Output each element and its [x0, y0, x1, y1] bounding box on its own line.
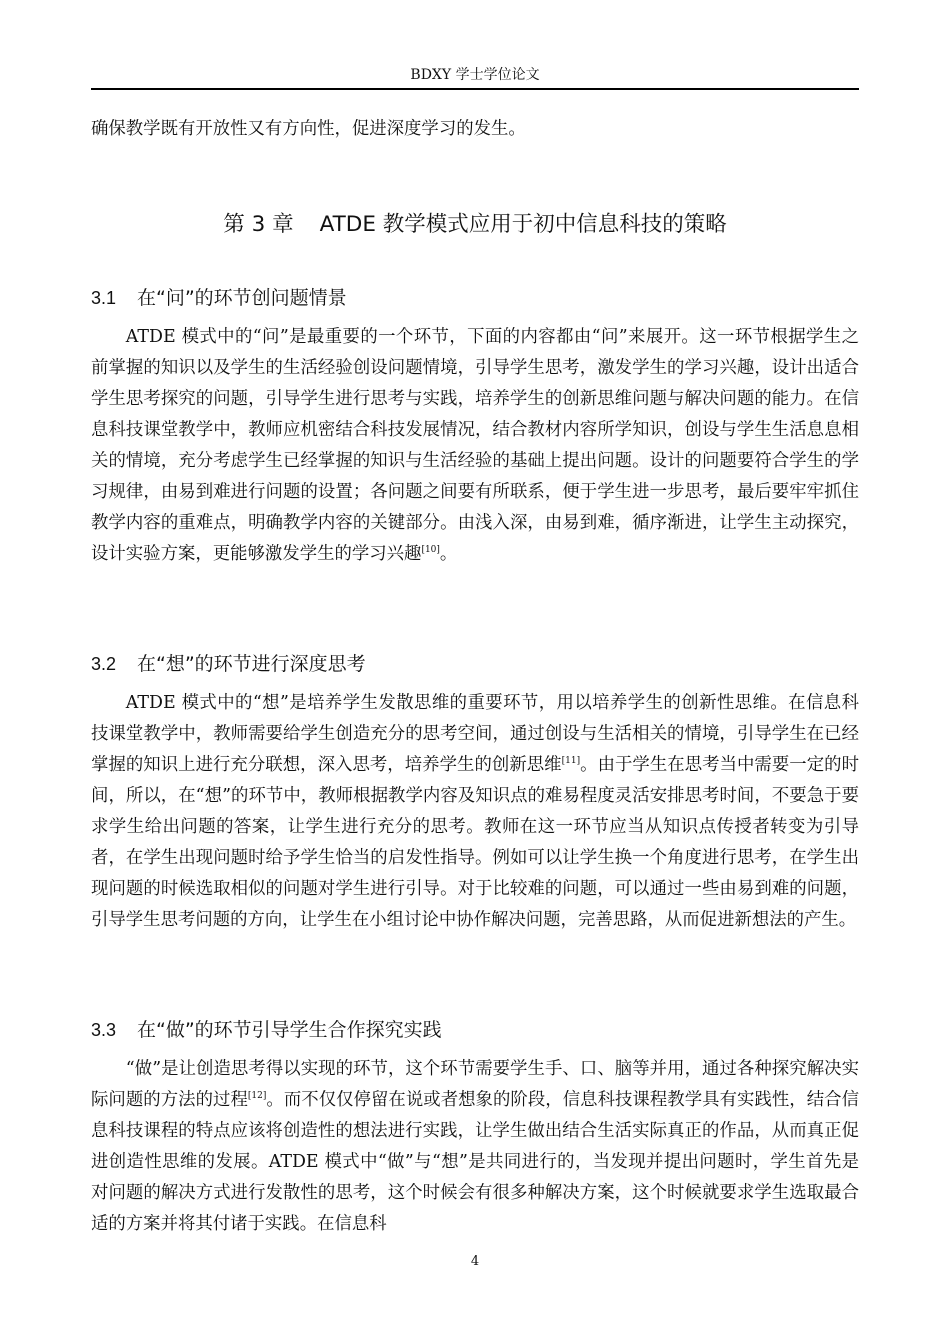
paragraph-text: “做”是让创造思考得以实现的环节，这个环节需要学生手、口、脑等并用，通过各种探究解决实际问题的方法的过程	[91, 1059, 859, 1110]
section-title: 在“想”的环节进行深度思考	[137, 653, 366, 675]
running-header: BDXY 学士学位论文	[410, 67, 540, 83]
paragraph-text: ATDE 模式中的“问”是最重要的一个环节，下面的内容都由“问”来展开。这一环节根据学生之前掌握的知识以及学生的生活经验创设问题情境，引导学生思考，激发学生的学习兴趣，设计出适合学生思考探究的问题，引导学生进行思考与实践，培养学生的创新思维问题与解决问题的能力。在信息科技课堂教学中，教师应机密结合科技发展情况，结合教材内容所学知识，创设与学生生活息息相关的情境，充分考虑学生已经掌握的知识与生活经验的基础上提出问题。设计的问题要符合学生的学习规律，由易到难进行问题的设置；各问题之间要有所联系，便于学生进一步思考，最后要牢牢抓住教学内容的重难点，明确教学内容的关键部分。由浅入深，由易到难，循序渐进，让学生主动探究，设计实验方案，更能够激发学生的学习兴趣	[91, 327, 859, 564]
section-heading-3-3	[91, 1017, 859, 1043]
paragraph-text-end: 。	[439, 544, 458, 564]
header-rule	[91, 88, 859, 90]
paragraph-text-end: 。而不仅仅停留在说或者想象的阶段，信息科技课程教学具有实践性，结合信息科技课程的特点应该将创造性的想法进行实践，让学生做出结合生活实际真正的作品，从而真正促进创造性思维的发展。ATDE 模式中“做”与“想”是共同进行的，当发现并提出问题时，学生首先是对问题的解决方式进行发散性的思考，这个时候会有很多种解决方案，这个时候就要求学生选取最合适的方案并将其付诸于实践。在信息科	[91, 1090, 859, 1234]
citation-ref: [11]	[561, 756, 581, 766]
page-number: 4	[470, 1254, 480, 1269]
section-paragraph-3-3	[91, 1054, 859, 1240]
section-paragraph-3-2	[91, 688, 859, 936]
intro-line: 确保教学既有开放性又有方向性，促进深度学习的发生。	[91, 119, 526, 139]
paragraph-text: ATDE 模式中的“想”是培养学生发散思维的重要环节，用以培养学生的创新性思维。在信息科技课堂教学中，教师需要给学生创造充分的思考空间，通过创设与生活相关的情境，引导学生在已经掌握的知识上进行充分联想，深入思考，培养学生的创新思维	[91, 693, 859, 775]
citation-ref: [12]	[247, 1091, 267, 1101]
section-title: 在“问”的环节创问题情景	[137, 287, 347, 309]
section-title: 在“做”的环节引导学生合作探究实践	[137, 1019, 442, 1041]
paragraph-text-end: 。由于学生在思考当中需要一定的时间，所以，在“想”的环节中，教师根据教学内容及知识点的难易程度灵活安排思考时间，不要急于要求学生给出问题的答案，让学生进行充分的思考。教师在这一环节应当从知识点传授者转变为引导者，在学生出现问题时给予学生恰当的启发性指导。例如可以让学生换一个角度进行思考，在学生出现问题的时候选取相似的问题对学生进行引导。对于比较难的问题，可以通过一些由易到难的问题，引导学生思考问题的方向，让学生在小组讨论中协作解决问题，完善思路，从而促进新想法的产生。	[91, 755, 859, 930]
section-number: 3.1	[91, 288, 117, 308]
section-number: 3.3	[91, 1020, 117, 1040]
section-number: 3.2	[91, 654, 117, 674]
section-heading-3-2	[91, 651, 859, 677]
section-heading-3-1	[91, 285, 859, 311]
chapter-number: 第 3 章	[223, 212, 294, 237]
section-paragraph-3-1	[91, 322, 859, 570]
citation-ref: [10]	[421, 545, 440, 555]
chapter-title: ATDE 教学模式应用于初中信息科技的策略	[319, 212, 727, 237]
chapter-heading	[91, 210, 859, 240]
